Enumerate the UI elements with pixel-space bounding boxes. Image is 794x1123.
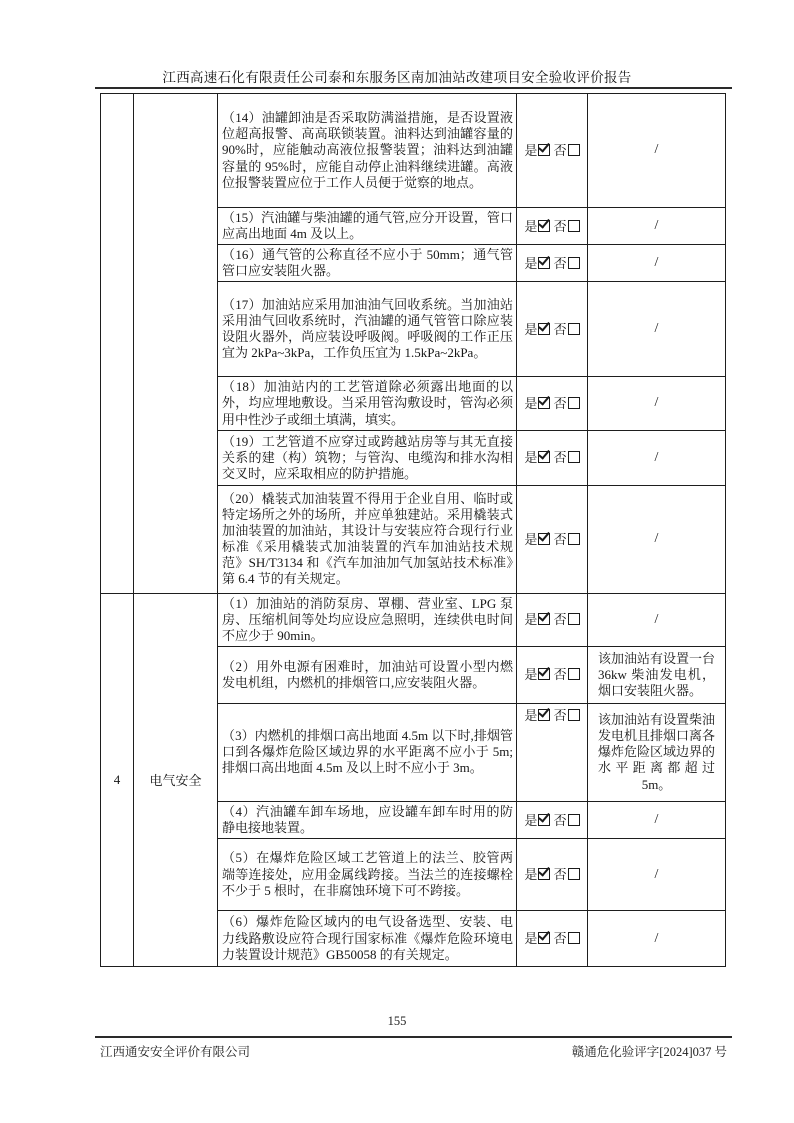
remark-cell: / — [588, 911, 726, 967]
checkbox-group — [524, 449, 579, 466]
no-label: 否 — [553, 812, 567, 828]
yes-option — [524, 612, 550, 627]
checklist-item-text: （3）内燃机的排烟口高出地面 4.5m 以下时,排烟管口到各爆炸危险区域边界的水平距离不应小于 5m;排烟口高出地面 4.5m 及以上时不应小于 3m。 — [218, 703, 517, 801]
yes-option — [524, 813, 550, 828]
no-label: 否 — [553, 931, 567, 947]
footer-doc-number: 赣通危化验评字[2024]037 号 — [571, 1045, 727, 1059]
checkbox-group — [524, 255, 579, 272]
remark-cell: 该加油站有设置柴油发电机且排烟口离各爆炸危险区域边界的水平距离都超过 5m。 — [588, 703, 726, 801]
checked-checkbox-icon[interactable] — [538, 397, 550, 409]
checklist-item-text: （4）汽油罐车卸车场地，应设罐车卸车时用的防静电接地装置。 — [218, 801, 517, 838]
table-row — [101, 94, 726, 208]
no-option — [554, 667, 580, 682]
unchecked-checkbox-icon[interactable] — [568, 533, 580, 545]
yes-option — [524, 667, 550, 682]
no-option — [554, 931, 580, 946]
serial-number-cell: 4 — [101, 593, 134, 966]
yes-label: 是 — [524, 450, 538, 466]
safety-checklist-table — [100, 93, 726, 967]
checkbox-group — [524, 866, 579, 883]
yes-no-cell — [517, 839, 588, 911]
no-option — [554, 219, 580, 234]
checked-checkbox-icon[interactable] — [538, 323, 550, 335]
checked-checkbox-icon[interactable] — [538, 257, 550, 269]
unchecked-checkbox-icon[interactable] — [568, 257, 580, 269]
unchecked-checkbox-icon[interactable] — [568, 451, 580, 463]
checkbox-group — [524, 930, 579, 947]
checklist-item-text: （1）加油站的消防泵房、罩棚、营业室、LPG 泵房、压缩机间等处均应设应急照明，连续供电时间不应少于 90min。 — [218, 593, 517, 646]
checkbox-group — [524, 611, 579, 628]
checklist-item-text: （18）加油站内的工艺管道除必须露出地面的以外，均应埋地敷设。当采用管沟敷设时，管沟必须用中性沙子或细土填满，填实。 — [218, 377, 517, 430]
checked-checkbox-icon[interactable] — [538, 613, 550, 625]
yes-option — [524, 396, 550, 411]
page-header-title: 江西高速石化有限责任公司泰和东服务区南加油站改建项目安全验收评价报告 — [162, 70, 632, 85]
unchecked-checkbox-icon[interactable] — [568, 144, 580, 156]
unchecked-checkbox-icon[interactable] — [568, 397, 580, 409]
no-option — [554, 708, 580, 723]
no-label: 否 — [553, 321, 567, 337]
page-footer — [100, 1042, 727, 1060]
checkbox-group — [524, 666, 579, 683]
checklist-item-text: （20）橇装式加油装置不得用于企业自用、临时或特定场所之外的场所，并应单独建站。采用橇装式加油装置的加油站，其设计与安装应符合现行行业标准《采用橇装式加油装置的汽车加油站技术规范》SH/T3134 和《汽车加油加气加氢站技术标准》第 6.4 节的有关规定。 — [218, 485, 517, 593]
yes-no-cell — [517, 646, 588, 703]
no-option — [554, 143, 580, 158]
yes-no-cell — [517, 208, 588, 245]
no-label: 否 — [553, 531, 567, 547]
checklist-item-text: （19）工艺管道不应穿过或跨越站房等与其无直接关系的建（构）筑物；与管沟、电缆沟和排水沟相交叉时，应采取相应的防护措施。 — [218, 430, 517, 485]
category-cell: 电气安全 — [134, 593, 218, 966]
unchecked-checkbox-icon[interactable] — [568, 932, 580, 944]
no-option — [554, 612, 580, 627]
checklist-item-text: （15）汽油罐与柴油罐的通气管,应分开设置，管口应高出地面 4m 及以上。 — [218, 208, 517, 245]
checkbox-group — [524, 812, 579, 829]
unchecked-checkbox-icon[interactable] — [568, 814, 580, 826]
no-option — [554, 450, 580, 465]
checklist-item-text: （16）通气管的公称直径不应小于 50mm；通气管管口应安装阻火器。 — [218, 245, 517, 282]
footer-company: 江西通安安全评价有限公司 — [100, 1045, 251, 1059]
checklist-item-text: （2）用外电源有困难时，加油站可设置小型内燃发电机组，内燃机的排烟管口,应安装阻火器。 — [218, 646, 517, 703]
yes-label: 是 — [524, 867, 538, 883]
no-label: 否 — [553, 143, 567, 158]
yes-label: 是 — [524, 612, 538, 628]
remark-cell: / — [588, 94, 726, 208]
checkbox-group — [524, 218, 579, 235]
yes-no-cell — [517, 282, 588, 377]
checked-checkbox-icon[interactable] — [538, 709, 550, 721]
no-option — [554, 256, 580, 271]
yes-option — [524, 322, 550, 337]
yes-no-cell — [517, 430, 588, 485]
category-cell — [134, 94, 218, 594]
checklist-item-text: （17）加油站应采用加油油气回收系统。当加油站采用油气回收系统时，汽油罐的通气管管口除应装设阻火器外，尚应装设呼吸阀。呼吸阀的工作正压宜为 2kPa~3kPa，工作负压宜为 1.5kPa~2kPa。 — [218, 282, 517, 377]
yes-no-cell — [517, 94, 588, 208]
no-label: 否 — [553, 667, 567, 683]
yes-no-cell — [517, 485, 588, 593]
checkbox-group — [524, 142, 579, 159]
yes-option — [524, 143, 550, 158]
yes-no-cell — [517, 377, 588, 430]
yes-no-cell — [517, 245, 588, 282]
unchecked-checkbox-icon[interactable] — [568, 323, 580, 335]
unchecked-checkbox-icon[interactable] — [568, 668, 580, 680]
no-option — [554, 867, 580, 882]
remark-cell: / — [588, 839, 726, 911]
remark-cell: / — [588, 593, 726, 646]
yes-option — [524, 867, 550, 882]
checked-checkbox-icon[interactable] — [538, 451, 550, 463]
yes-no-cell — [517, 911, 588, 967]
no-label: 否 — [553, 867, 567, 883]
table-row — [101, 593, 726, 646]
no-label: 否 — [553, 450, 567, 466]
yes-option — [524, 532, 550, 547]
yes-option — [524, 931, 550, 946]
yes-label: 是 — [524, 531, 538, 547]
remark-cell: / — [588, 377, 726, 430]
remark-cell: / — [588, 282, 726, 377]
checked-checkbox-icon[interactable] — [538, 533, 550, 545]
checked-checkbox-icon[interactable] — [538, 220, 550, 232]
yes-option — [524, 256, 550, 271]
yes-label: 是 — [524, 667, 538, 683]
serial-number-cell — [101, 94, 134, 594]
remark-cell: / — [588, 245, 726, 282]
yes-label: 是 — [524, 812, 538, 828]
yes-label: 是 — [524, 931, 538, 947]
remark-cell: / — [588, 801, 726, 838]
page-number: 155 — [387, 1014, 407, 1028]
checklist-item-text: （5）在爆炸危险区域工艺管道上的法兰、胶管两端等连接处，应用金属线跨接。当法兰的连接螺栓不少于 5 根时，在非腐蚀环境下可不跨接。 — [218, 839, 517, 911]
footer-divider — [95, 1036, 732, 1038]
no-label: 否 — [553, 396, 567, 412]
yes-label: 是 — [524, 707, 538, 723]
no-option — [554, 396, 580, 411]
no-option — [554, 322, 580, 337]
checked-checkbox-icon[interactable] — [538, 144, 550, 156]
yes-no-cell — [517, 593, 588, 646]
no-label: 否 — [553, 707, 567, 723]
checkbox-group — [524, 321, 579, 338]
no-option — [554, 813, 580, 828]
no-label: 否 — [553, 218, 567, 234]
remark-cell: / — [588, 208, 726, 245]
unchecked-checkbox-icon[interactable] — [568, 613, 580, 625]
checkbox-group — [524, 707, 579, 724]
yes-option — [524, 708, 550, 723]
remark-cell: / — [588, 485, 726, 593]
yes-option — [524, 219, 550, 234]
yes-option — [524, 450, 550, 465]
checked-checkbox-icon[interactable] — [538, 814, 550, 826]
checked-checkbox-icon[interactable] — [538, 868, 550, 880]
unchecked-checkbox-icon[interactable] — [568, 709, 580, 721]
checklist-item-text: （6）爆炸危险区域内的电气设备选型、安装、电力线路敷设应符合现行国家标准《爆炸危险环境电力装置设计规范》GB50058 的有关规定。 — [218, 911, 517, 967]
header-divider — [95, 87, 732, 89]
yes-label: 是 — [524, 218, 538, 234]
checkbox-group — [524, 531, 579, 548]
no-option — [554, 532, 580, 547]
yes-label: 是 — [524, 143, 538, 158]
yes-label: 是 — [524, 255, 538, 271]
remark-cell: 该加油站有设置一台 36kw 柴油发电机，烟口安装阻火器。 — [588, 646, 726, 703]
yes-label: 是 — [524, 396, 538, 412]
unchecked-checkbox-icon[interactable] — [568, 868, 580, 880]
yes-label: 是 — [524, 321, 538, 337]
yes-no-cell — [517, 703, 588, 801]
no-label: 否 — [553, 612, 567, 628]
checkbox-group — [524, 395, 579, 412]
remark-cell: / — [588, 430, 726, 485]
unchecked-checkbox-icon[interactable] — [568, 220, 580, 232]
checklist-item-text: （14）油罐卸油是否采取防满溢措施，是否设置液位超高报警、高高联锁装置。油料达到油罐容量的 90%时，应能触动高液位报警装置；油料达到油罐容量的 95%时，应能自动停止油料继续进罐。高液位报警装置应位于工作人员便于觉察的地点。 — [218, 94, 517, 208]
yes-no-cell — [517, 801, 588, 838]
checked-checkbox-icon[interactable] — [538, 932, 550, 944]
checked-checkbox-icon[interactable] — [538, 668, 550, 680]
no-label: 否 — [553, 255, 567, 271]
